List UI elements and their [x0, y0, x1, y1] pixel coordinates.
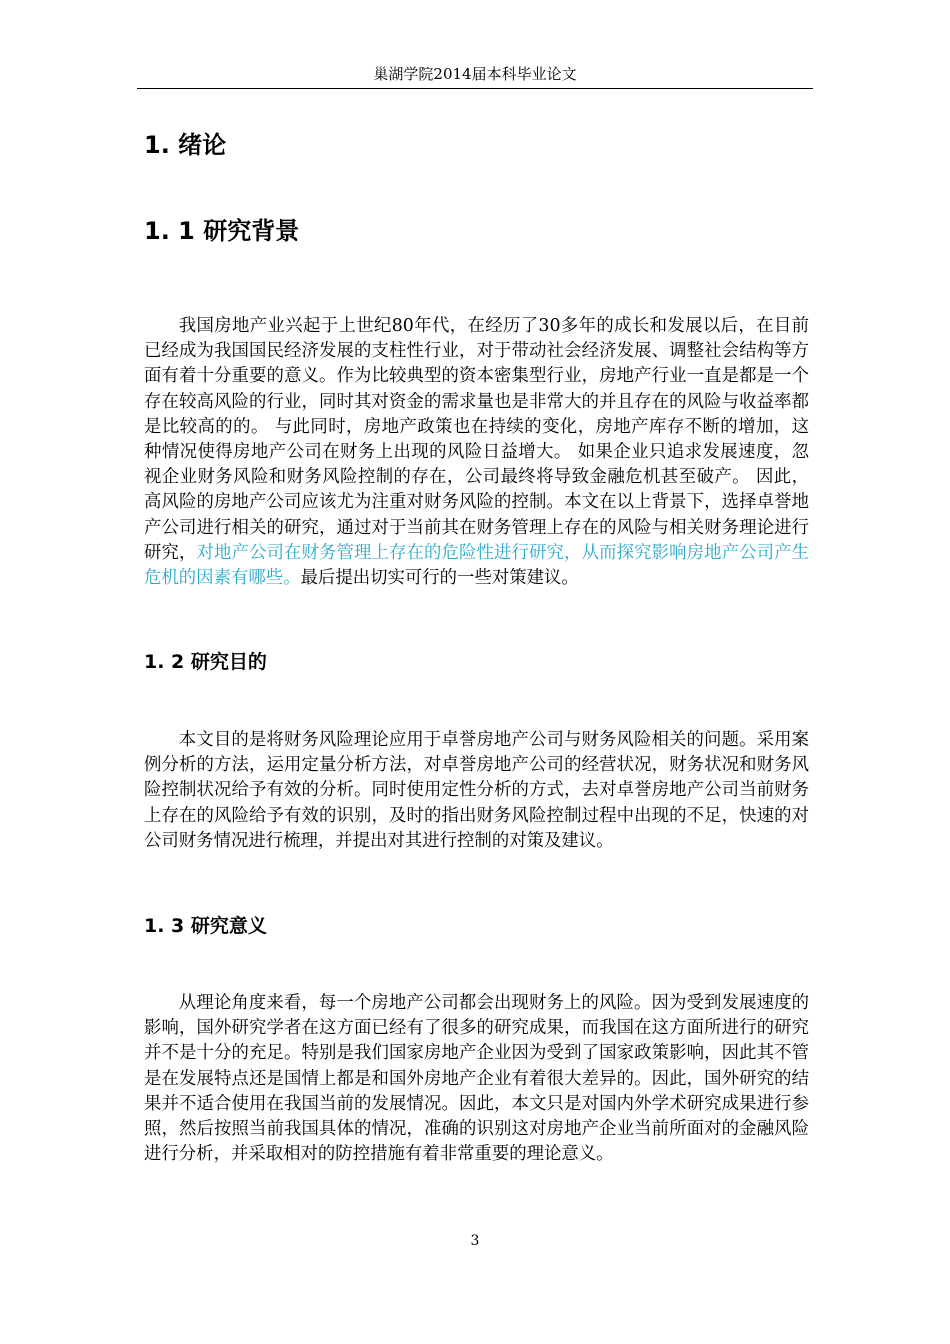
header-title: 巢湖学院2014届本科毕业论文	[373, 65, 577, 83]
section-purpose-paragraph: 本文目的是将财务风险理论应用于卓誉房地产公司与财务风险相关的问题。采用案例分析的方法，运用定量分析方法，对卓誉房地产公司的经营状况，财务状况和财务风险控制状况给予有效的分析。同时使用定性分析的方式，去对卓誉房地产公司当前财务上存在的风险给予有效的识别，及时的指出财务风险控制过程中出现的不足，快速的对公司财务情况进行梳理，并提出对其进行控制的对策及建议。	[144, 730, 809, 851]
chapter-title: 1. 绪论	[144, 131, 227, 159]
page-number: 3	[470, 1233, 480, 1249]
section-background-paragraph	[144, 314, 809, 591]
section-title-significance: 1. 3 研究意义	[144, 915, 267, 937]
page-header	[137, 64, 813, 89]
background-text-highlight: 对地产公司在财务管理上存在的危险性进行研究，从而探究影响房地产公司产生危机的因素有哪些。	[144, 542, 809, 589]
section-title-background: 1. 1 研究背景	[144, 217, 300, 245]
background-text-end: 最后提出切实可行的一些对策建议。	[300, 568, 579, 589]
background-text-main: 我国房地产业兴起于上世纪80年代，在经历了30多年的成长和发展以后，在目前已经成为我国国民经济发展的支柱性行业，对于带动社会经济发展、调整社会结构等方面有着十分重要的意义。作为比较典型的资本密集型行业，房地产行业一直是都是一个存在较高风险的行业，同时其对资金的需求量也是非常大的并且存在的风险与收益率都是比较高的的。 与此同时，房地产政策也在持续的变化，房地产库存不断的增加，这种情况使得房地产公司在财务上出现的风险日益增大。 如果企业只追求发展速度，忽视企业财务风险和财务风险控制的存在，公司最终将导致金融危机甚至破产。 因此，高风险的房地产公司应该尤为注重对财务风险的控制。本文在以上背景下，选择卓誉地产公司进行相关的研究，通过对于当前其在财务管理上存在的风险与相关财务理论进行研究，	[144, 316, 809, 563]
section-title-purpose: 1. 2 研究目的	[144, 651, 267, 673]
section-significance-paragraph: 从理论角度来看，每一个房地产公司都会出现财务上的风险。因为受到发展速度的影响，国外研究学者在这方面已经有了很多的研究成果，而我国在这方面所进行的研究并不是十分的充足。特别是我们国家房地产企业因为受到了国家政策影响，因此其不管是在发展特点还是国情上都是和国外房地产企业有着很大差异的。因此，国外研究的结果并不适合使用在我国当前的发展情况。因此，本文只是对国内外学术研究成果进行参照，然后按照当前我国具体的情况，准确的识别这对房地产企业当前所面对的金融风险进行分析，并采取相对的防控措施有着非常重要的理论意义。	[144, 993, 809, 1165]
